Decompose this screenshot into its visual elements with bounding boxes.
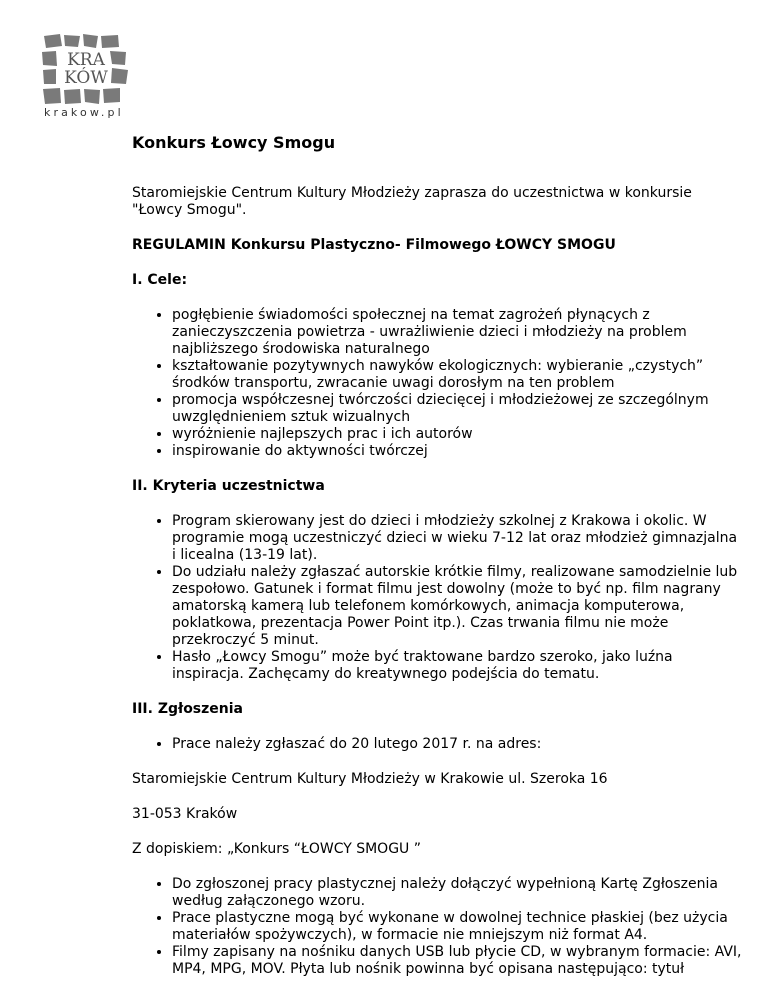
krakow-logo-mark [40,32,132,108]
section-3-heading: III. Zgłoszenia [132,701,243,717]
regulamin-heading: REGULAMIN Konkursu Plastyczno- Filmowego ŁOWCY SMOGU [132,237,616,253]
list-item: • Prace należy zgłaszać do 20 lutego 2017 r. na adres: [172,736,744,753]
logo-caption: krakow.pl [44,106,124,119]
address-line-2: 31-053 Kraków [132,806,238,822]
logo-text-top: KRA [67,50,105,70]
section-2-heading: II. Kryteria uczestnictwa [132,478,325,494]
section-1-heading: I. Cele: [132,272,188,288]
list-item: • Filmy zapisany na nośniku danych USB lub płycie CD, w wybranym formacie: AVI, MP4, MPG, MOV. Płyta lub nośnik powinna być opisana następująco: tytuł [172,944,744,978]
list-item: • kształtowanie pozytywnych nawyków ekologicznych: wybieranie „czystych” środków transportu, zwracanie uwagi dorosłym na ten problem [172,358,744,392]
list-item: • Do udziału należy zgłaszać autorskie krótkie filmy, realizowane samodzielnie lub zespołowo. Gatunek i format filmu jest dowolny (może to być np. film nagrany amatorską kamerą lub telefonem komórkowych, animacja komputerowa, poklatkowa, prezentacja Power Point itp.). Czas trwania filmu nie może przekroczyć 5 minut. [172,564,744,649]
logo-text-bottom: KÓW [64,68,108,88]
section-3-list-a [132,736,744,753]
list-item: • wyróżnienie najlepszych prac i ich autorów [172,426,744,443]
section-2-list [132,513,744,683]
list-item: • pogłębienie świadomości społecznej na temat zagrożeń płynących z zanieczyszczenia powietrza - uwrażliwienie dzieci i młodzieży na problem najbliższego środowiska naturalnego [172,307,744,358]
intro-paragraph: Staromiejskie Centrum Kultury Młodzieży zaprasza do uczestnictwa w konkursie "Łowcy Smogu". [132,185,692,218]
section-1-list [132,307,744,460]
article [132,131,744,978]
list-item: • promocja współczesnej twórczości dziecięcej i młodzieżowej ze szczególnym uwzględnieniem sztuk wizualnych [172,392,744,426]
list-item: • inspirowanie do aktywności twórczej [172,443,744,460]
list-item: • Prace plastyczne mogą być wykonane w dowolnej technice płaskiej (bez użycia materiałów spożywczych), w formacie nie mniejszym niż format A4. [172,910,744,944]
note-paragraph: Z dopiskiem: „Konkurs “ŁOWCY SMOGU ” [132,841,422,857]
list-item: • Program skierowany jest do dzieci i młodzieży szkolnej z Krakowa i okolic. W programie mogą uczestniczyć dzieci w wieku 7-12 lat oraz młodzież gimnazjalna i licealna (13-19 lat). [172,513,744,564]
list-item: • Do zgłoszonej pracy plastycznej należy dołączyć wypełnioną Kartę Zgłoszenia według załączonego wzoru. [172,876,744,910]
list-item: • Hasło „Łowcy Smogu” może być traktowane bardzo szeroko, jako luźna inspiracja. Zachęcamy do kreatywnego podejścia do tematu. [172,649,744,683]
page-title: Konkurs Łowcy Smogu [132,133,336,152]
address-line-1: Staromiejskie Centrum Kultury Młodzieży w Krakowie ul. Szeroka 16 [132,771,608,787]
section-3-list-b [132,876,744,978]
